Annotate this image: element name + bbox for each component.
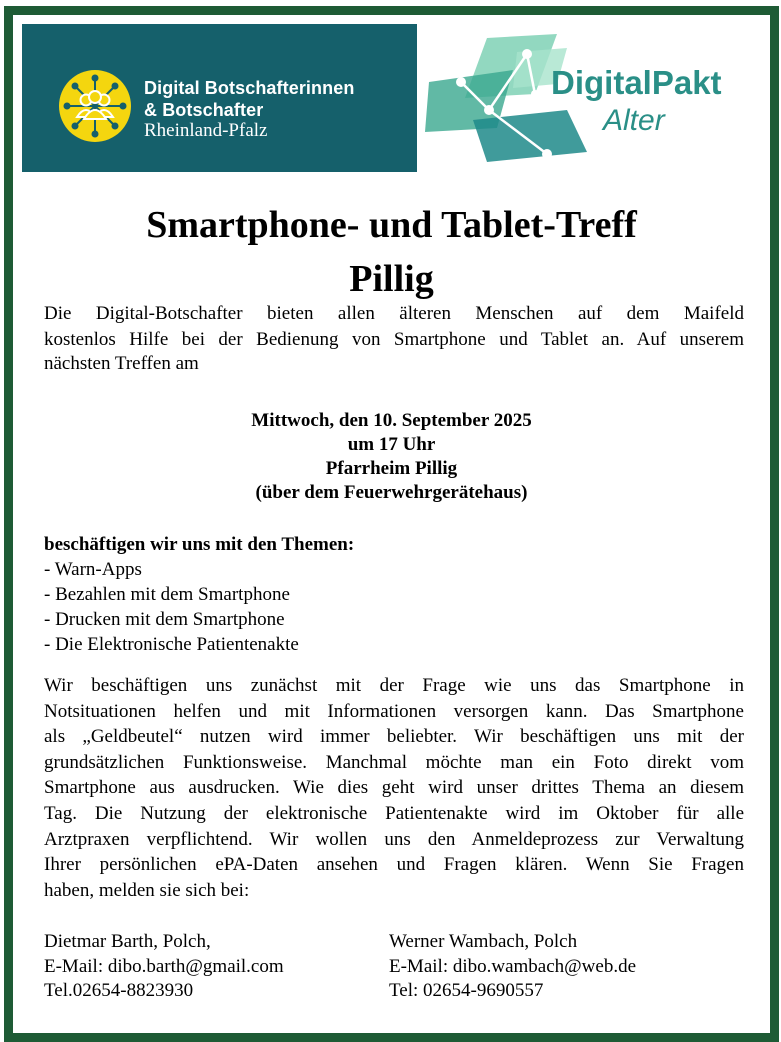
contact-email[interactable]: E-Mail: dibo.wambach@web.de — [389, 955, 637, 977]
body-line: Arztpraxen verpflichtend. Wir wollen uns den Anmeldeprozess zur Verwaltung — [44, 828, 744, 850]
topics-list — [44, 557, 299, 657]
org-name-line2: & Botschafter — [144, 100, 264, 120]
page-title-line1: Smartphone- und Tablet-Treff — [146, 204, 637, 246]
contact-barth — [44, 930, 284, 1004]
org-name-line1: Digital Botschafterinnen — [144, 78, 355, 98]
body-line: haben, melden sie sich bei: — [44, 879, 250, 901]
intro-line-last: nächsten Treffen am — [44, 353, 199, 374]
topics-heading: beschäftigen wir uns mit den Themen: — [44, 534, 355, 555]
description-paragraph — [44, 673, 744, 903]
list-item: - Die Elektronische Patientenakte — [44, 634, 299, 655]
list-item: - Warn-Apps — [44, 559, 142, 580]
contact-name: Werner Wambach, Polch — [389, 931, 578, 952]
contact-name: Dietmar Barth, Polch, — [44, 931, 211, 952]
page-title-line2: Pillig — [349, 258, 434, 300]
body-line: Tag. Die Nutzung der elektronische Patientenakte wird im Oktober für alle — [44, 802, 744, 824]
list-item: - Bezahlen mit dem Smartphone — [44, 584, 290, 605]
intro-paragraph — [44, 301, 744, 352]
digitalpakt-title: DigitalPakt — [551, 64, 722, 101]
intro-line: kostenlos Hilfe bei der Bedienung von Smartphone und Tablet an. Auf unserem — [44, 328, 744, 350]
list-item: - Drucken mit dem Smartphone — [44, 609, 285, 630]
contact-phone[interactable]: Tel.02654-8823930 — [44, 980, 194, 1001]
event-date: Mittwoch, den 10. September 2025 — [251, 410, 532, 431]
event-note: (über dem Feuerwehrgerätehaus) — [255, 482, 528, 503]
contact-phone[interactable]: Tel: 02654-9690557 — [389, 980, 544, 1001]
body-line: Notsituationen helfen und mit Informationen versorgen kann. Das Smartphone — [44, 700, 744, 722]
contact-email[interactable]: E-Mail: dibo.barth@gmail.com — [44, 955, 284, 977]
event-time: um 17 Uhr — [347, 434, 436, 455]
body-line: grundsätzlichen Funktionsweise. Manchmal möchte man ein Foto direkt vom — [44, 751, 744, 773]
body-line: Wir beschäftigen uns zunächst mit der Frage wie uns das Smartphone in — [44, 675, 744, 696]
event-place: Pfarrheim Pillig — [325, 458, 458, 479]
poster-frame — [4, 6, 779, 1042]
body-line: Ihrer persönlichen ePA-Daten ansehen und Fragen klären. Wenn Sie Fragen — [44, 854, 744, 876]
digitalpakt-alter-logo — [417, 24, 761, 172]
people-network-logo-icon — [58, 69, 132, 143]
contact-wambach — [389, 930, 636, 1004]
body-line: Smartphone aus ausdrucken. Wie dies geht wird unser drittes Thema an diesem — [44, 777, 744, 799]
digitalpakt-subtitle: Alter — [603, 104, 665, 137]
body-line: als „Geldbeutel“ nutzen wird immer beliebter. Wir beschäftigen uns mit der — [44, 726, 744, 748]
intro-line: Die Digital-Botschafter bieten allen älteren Menschen auf dem Maifeld — [44, 303, 744, 324]
org-region: Rheinland-Pfalz — [144, 120, 268, 141]
digital-botschafter-banner — [22, 24, 417, 172]
